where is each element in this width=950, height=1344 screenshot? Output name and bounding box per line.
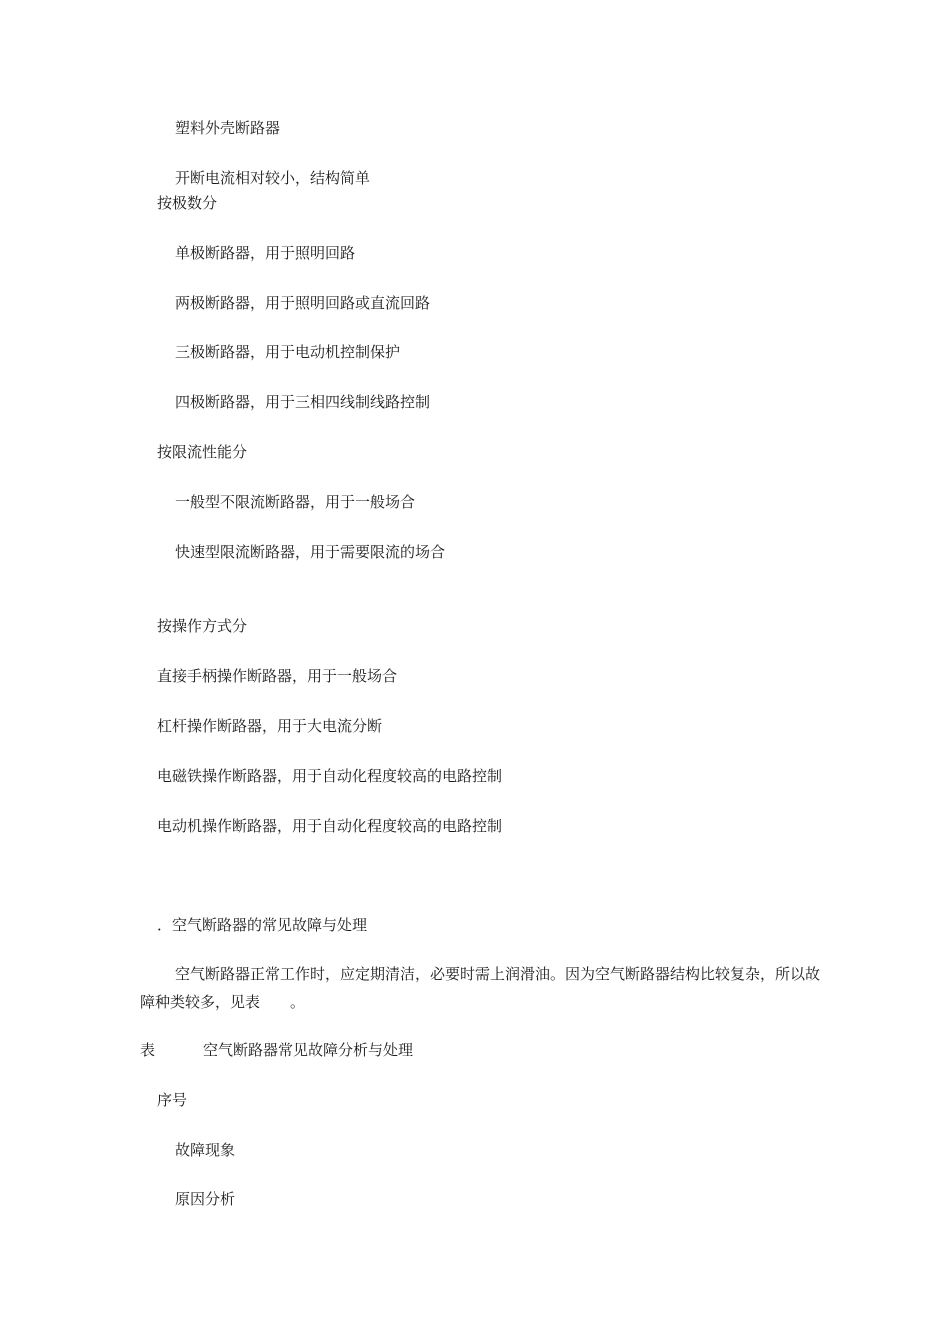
text-line-two-pole: 两极断路器，用于照明回路或直流回路 bbox=[175, 294, 431, 312]
text-line-electromagnet-operated: 电磁铁操作断路器，用于自动化程度较高的电路控制 bbox=[157, 767, 503, 785]
table-caption-prefix: 表 bbox=[140, 1041, 156, 1059]
section-paragraph: 空气断路器正常工作时，应定期清洁，必要时需上润滑油。因为空气断路器结构比较复杂，所以故障种类较多，见表 。 bbox=[140, 965, 821, 1011]
text-line-three-pole: 三极断路器，用于电动机控制保护 bbox=[175, 343, 401, 361]
category-by-current-limiting: 按限流性能分 bbox=[157, 443, 248, 461]
section-heading: ．空气断路器的常见故障与处理 bbox=[157, 916, 368, 934]
text-line-fast-limiting: 快速型限流断路器，用于需要限流的场合 bbox=[175, 543, 446, 561]
text-line-non-limiting: 一般型不限流断路器，用于一般场合 bbox=[175, 493, 416, 511]
text-line-molded-case: 塑料外壳断路器 bbox=[175, 119, 281, 137]
table-header-index: 序号 bbox=[157, 1091, 188, 1109]
table-caption-title: 空气断路器常见故障分析与处理 bbox=[203, 1041, 414, 1059]
table-header-cause: 原因分析 bbox=[175, 1190, 236, 1208]
text-line-four-pole: 四极断路器，用于三相四线制线路控制 bbox=[175, 393, 431, 411]
text-line-lever-operated: 杠杆操作断路器，用于大电流分断 bbox=[157, 717, 383, 735]
category-by-operation: 按操作方式分 bbox=[157, 617, 248, 635]
table-header-fault: 故障现象 bbox=[175, 1141, 236, 1159]
category-by-poles: 按极数分 bbox=[157, 194, 218, 212]
text-line-motor-operated: 电动机操作断路器，用于自动化程度较高的电路控制 bbox=[157, 817, 503, 835]
text-line-single-pole: 单极断路器，用于照明回路 bbox=[175, 244, 356, 262]
text-line-molded-case-desc: 开断电流相对较小，结构简单 bbox=[175, 169, 371, 187]
text-line-handle-operated: 直接手柄操作断路器，用于一般场合 bbox=[157, 667, 398, 685]
